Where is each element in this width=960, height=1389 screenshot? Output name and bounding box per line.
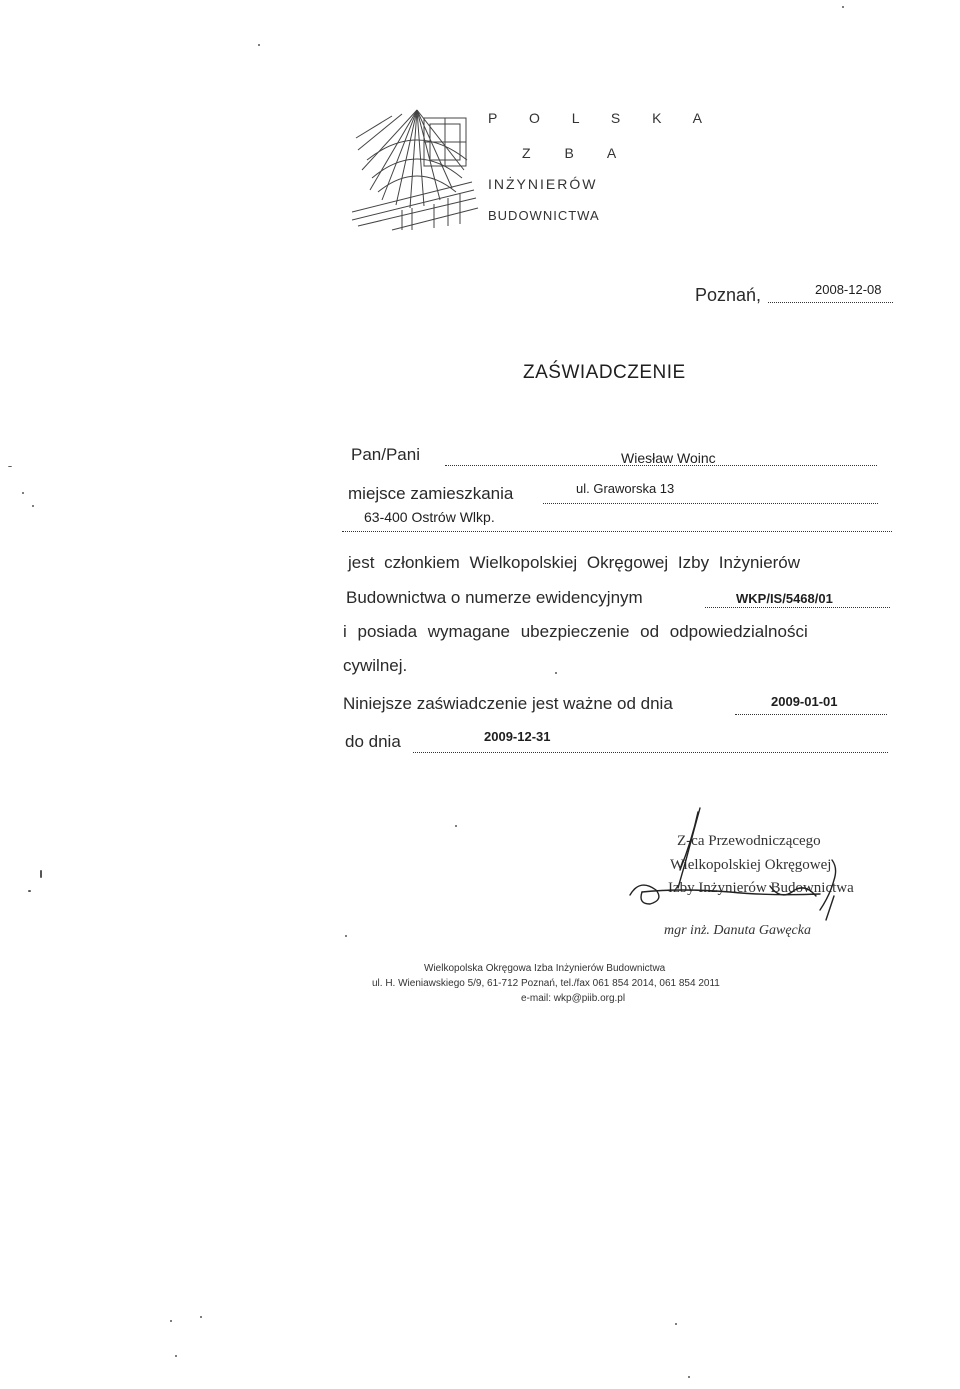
footer-line2: ul. H. Wieniawskiego 5/9, 61-712 Poznań, tel./fax 061 854 2014, 061 854 2011 [372,978,720,989]
scan-speck [258,44,260,46]
city-label: Poznań, [695,285,762,305]
scan-speck [455,825,457,827]
valid-to-date: 2009-12-31 [484,729,551,744]
body-line1: jest członkiem Wielkopolskiej Okręgowej Izby Inżynierów [348,553,801,572]
body-line2: Budownictwa o numerze ewidencyjnym [346,588,643,607]
logo-line-inzynierow: INŻYNIERÓW [488,176,598,192]
valid-from-label: Niniejsze zaświadczenie jest ważne od dnia [343,694,673,713]
document-title: ZAŚWIADCZENIE [523,362,686,383]
valid-to-dots [413,752,888,753]
scan-speck [345,935,347,937]
piib-logo [352,100,482,235]
scan-speck [688,1376,690,1378]
valid-from-date: 2009-01-01 [771,694,838,709]
valid-to-label: do dnia [345,732,401,751]
person-name: Wiesław Woinc [621,450,716,466]
handwritten-signature [620,800,890,940]
scan-speck [22,492,24,494]
body-line4: cywilnej. [343,656,408,675]
scan-speck [555,672,557,674]
footer-line1: Wielkopolska Okręgowa Izba Inżynierów Budownictwa [424,963,666,974]
scan-speck [28,890,31,892]
registration-dots [705,607,890,608]
scan-speck [675,1323,677,1325]
signatory-name: mgr inż. Danuta Gawęcka [664,923,811,938]
piib-logo-emblem-icon [352,100,482,235]
scan-speck [200,1316,202,1318]
logo-line-budownictwa: BUDOWNICTWA [488,208,600,223]
residence-label: miejsce zamieszkania [348,484,514,503]
residence-dots [543,503,878,504]
logo-line-izba: Z B A [522,145,618,161]
footer-line3: e-mail: wkp@piib.org.pl [521,993,626,1004]
logo-line-polska: P O L S K A [488,110,716,126]
person-label: Pan/Pani [351,445,420,464]
scan-speck [40,870,42,878]
issue-date: 2008-12-08 [815,282,882,297]
scan-speck [175,1355,177,1357]
registration-number: WKP/IS/5468/01 [736,591,833,606]
date-dots [768,302,893,303]
stamp-line3: Izby Inżynierów Budownictwa [668,880,854,896]
address-line1: ul. Graworska 13 [576,481,675,496]
scan-speck [170,1320,172,1322]
stamp-line2: Wielkopolskiej Okręgowej [670,857,832,873]
address-line2: 63-400 Ostrów Wlkp. [364,509,495,525]
body-line3: i posiada wymagane ubezpieczenie od odpowiedzialności [343,622,808,641]
scan-speck [8,466,12,467]
scan-speck [32,505,34,507]
stamp-line1: Z-ca Przewodniczącego [677,833,821,849]
scan-speck [842,6,844,8]
address-line2-dots [342,531,892,532]
valid-from-dots [735,714,887,715]
